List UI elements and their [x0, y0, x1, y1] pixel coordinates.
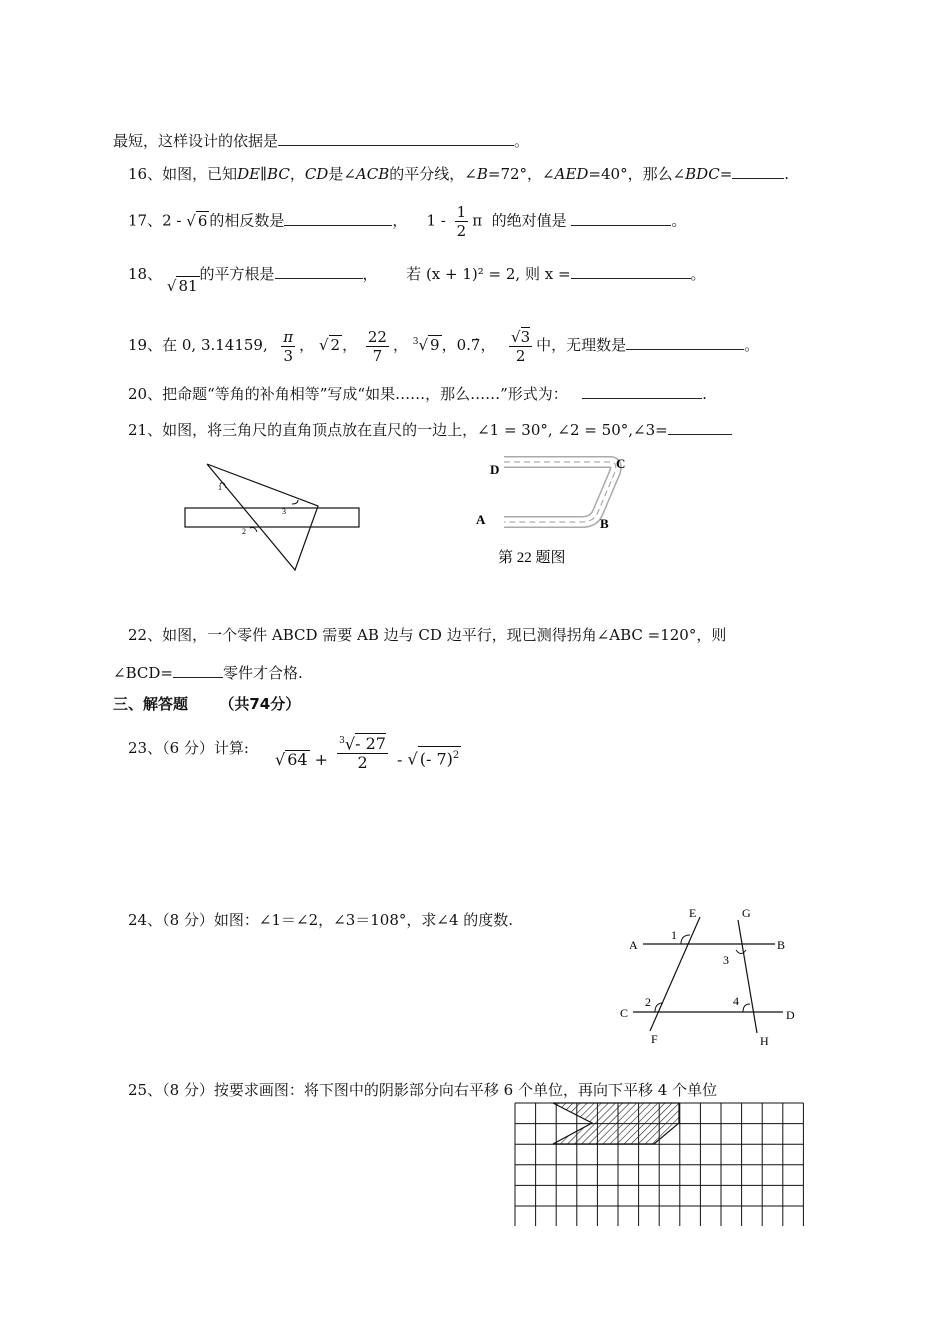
- question-19: 19、在 0, 3.14159, $\frac{\pi}{3}$ ， √ 2 ， $\frac{22}{7}$ ， $^3$√ 9 ，0.7̇， $\frac{√3}{2}$ 中，无理数是 。: [128, 324, 759, 365]
- angle-2-label: 2: [645, 995, 651, 1009]
- answer-blank[interactable]: [626, 334, 744, 350]
- answer-blank[interactable]: [278, 130, 514, 146]
- answer-blank[interactable]: [284, 210, 392, 226]
- angle-3-arc: [736, 950, 746, 954]
- answer-blank[interactable]: [582, 383, 702, 399]
- angle-4-arc: [743, 1004, 750, 1012]
- angle-2-label: 2: [242, 527, 246, 536]
- label-F: F: [651, 1032, 658, 1046]
- angle-3-arc: [292, 500, 298, 504]
- cbrt-9: $^3$√ 9: [412, 336, 440, 354]
- question-18: 18、 √ 81的平方根是 ， 若 (x + 1)² = 2, 则 x = 。: [128, 265, 706, 295]
- question-17: 17、2 - √ 6 的相反数是 ， 1 - $\frac{1}{2}$ π 的绝对值是 。: [128, 203, 687, 240]
- question-20: 20、把命题“等角的补角相等”写成“如果……，那么……”形式为： .: [128, 385, 707, 403]
- answer-blank[interactable]: [732, 163, 784, 179]
- question-22-line2: ∠BCD= 零件才合格.: [113, 664, 303, 682]
- answer-blank[interactable]: [173, 662, 223, 678]
- answer-blank[interactable]: [571, 263, 691, 279]
- section-heading: 三、解答题 （共74分）: [113, 695, 301, 713]
- fraction-half: $\frac{1}{2}$: [456, 203, 467, 240]
- fraction-sqrt3-2: $\frac{√3}{2}$: [511, 327, 531, 365]
- sqrt-6: √ 6: [186, 211, 208, 230]
- ruler: [185, 508, 359, 527]
- angle-1-label: 1: [218, 483, 222, 492]
- label-H: H: [760, 1034, 769, 1047]
- label-B: B: [600, 516, 609, 531]
- angle-1-label: 1: [671, 928, 677, 942]
- line-GH: [738, 920, 757, 1033]
- q15-tail: 最短，这样设计的依据是 。: [113, 132, 530, 150]
- figure-24: [615, 905, 815, 1047]
- figure-22: [470, 450, 640, 575]
- label-D: D: [490, 462, 500, 477]
- label-D: D: [786, 1008, 795, 1022]
- question-22: 22、如图，一个零件 ABCD 需要 AB 边与 CD 边平行，现已测得拐角∠ABC =120°，则: [128, 626, 727, 644]
- answer-blank[interactable]: [668, 419, 732, 435]
- answer-blank[interactable]: [571, 210, 671, 226]
- sqrt-neg7-squared: √ (- 7)$^2$: [408, 746, 462, 770]
- question-21: 21、如图，将三角尺的直角顶点放在直尺的一边上，∠1 = 30°, ∠2 = 50°,∠3=: [128, 419, 732, 440]
- label-B: B: [777, 938, 786, 952]
- angle-4-label: 4: [733, 994, 739, 1008]
- figure-21: [180, 460, 370, 575]
- label-A: A: [629, 938, 638, 952]
- label-E: E: [689, 906, 697, 920]
- question-23: 23、（6 分）计算:: [128, 739, 249, 757]
- sqrt-81: √ 81: [166, 277, 198, 295]
- q23-expression: √ 64 + $\frac{^3√- 27}{2}$ - √ (- 7)$^2$: [275, 734, 461, 774]
- label-C: C: [620, 1006, 629, 1020]
- part-fill: [504, 462, 616, 522]
- answer-blank[interactable]: [275, 263, 363, 279]
- label-A: A: [476, 512, 486, 527]
- question-24: 24、（8 分）如图：∠1＝∠2，∠3＝108°，求∠4 的度数.: [128, 911, 514, 929]
- figure-caption: 第 22 题图: [498, 550, 566, 566]
- angle-2-arc: [250, 528, 257, 533]
- figure-25-grid: [512, 1100, 814, 1226]
- triangle-ruler: [207, 464, 318, 570]
- fraction-pi-3: $\frac{\pi}{3}$: [283, 327, 294, 365]
- label-G: G: [742, 906, 751, 920]
- sqrt-64: √ 64: [275, 749, 308, 769]
- sqrt-2: √ 2: [318, 336, 341, 354]
- angle-3-label: 3: [723, 953, 729, 967]
- angle-3-label: 3: [282, 507, 286, 516]
- label-C: C: [616, 456, 626, 471]
- fraction-22-7: $\frac{22}{7}$: [367, 327, 387, 365]
- question-16: 16、如图，已知DE∥BC，CD是∠ACB的平分线，∠B=72°，∠AED=40°，那么∠BDC= .: [128, 165, 790, 183]
- fraction-cbrt: $\frac{^3√- 27}{2}$: [337, 732, 388, 772]
- question-25: 25、（8 分）按要求画图：将下图中的阴影部分向右平移 6 个单位，再向下平移 4 个单位: [128, 1081, 718, 1099]
